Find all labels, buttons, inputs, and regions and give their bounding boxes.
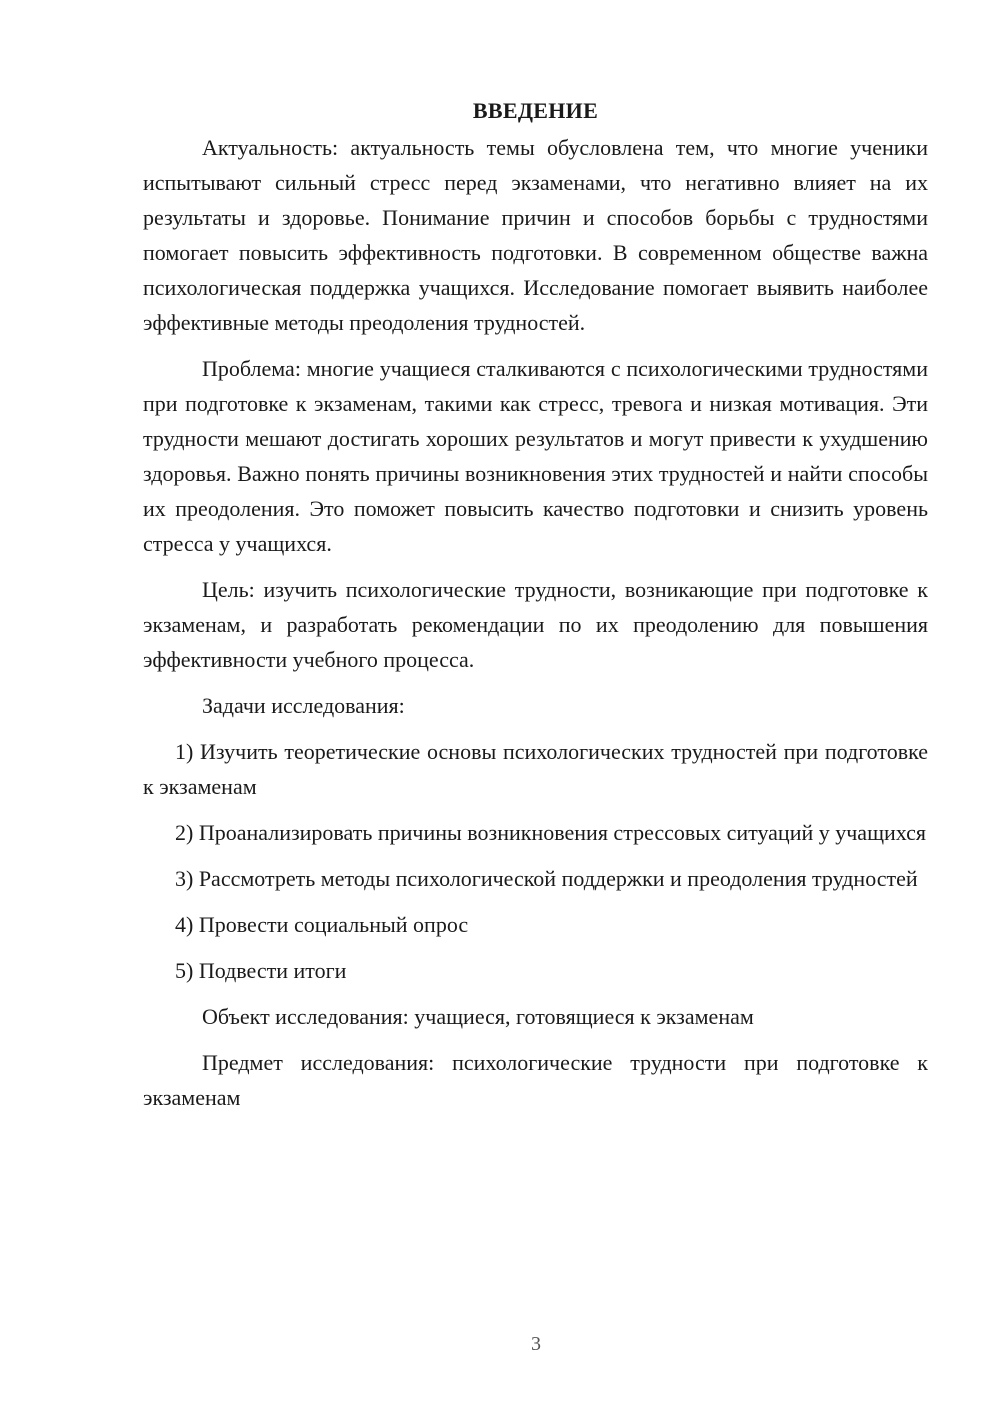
page-content (143, 96, 928, 1126)
paragraph-relevance: Актуальность: актуальность темы обусловлена тем, что многие ученики испытывают сильный стресс перед экзаменами, что негативно влияет на их результаты и здоровье. Понимание причин и способов борьбы с трудностями помогает повысить эффективность подготовки. В современном обществе важна психологическая поддержка учащихся. Исследование помогает выявить наиболее эффективные методы преодоления трудностей. (143, 135, 928, 335)
tasks-heading: Задачи исследования: (202, 693, 405, 718)
document-title: ВВЕДЕНИЕ (472, 98, 599, 123)
research-object: Объект исследования: учащиеся, готовящиеся к экзаменам (202, 1004, 754, 1029)
task-item-3: 3) Рассмотреть методы психологической поддержки и преодоления трудностей (175, 866, 918, 891)
task-item-4: 4) Провести социальный опрос (175, 912, 469, 937)
task-item-5: 5) Подвести итоги (175, 958, 347, 983)
task-item-1: 1) Изучить теоретические основы психологических трудностей при подготовке к экзаменам (143, 739, 928, 799)
paragraph-problem: Проблема: многие учащиеся сталкиваются с психологическими трудностями при подготовке к экзаменам, такими как стресс, тревога и низкая мотивация. Эти трудности мешают достигать хороших результатов и могут привести к ухудшению здоровья. Важно понять причины возникновения этих трудностей и найти способы их преодоления. Это поможет повысить качество подготовки и снизить уровень стресса у учащихся. (143, 356, 928, 556)
page-number: 3 (531, 1333, 541, 1355)
task-item-2: 2) Проанализировать причины возникновения стрессовых ситуаций у учащихся (175, 820, 927, 845)
paragraph-goal: Цель: изучить психологические трудности, возникающие при подготовке к экзаменам, и разработать рекомендации по их преодолению для повышения эффективности учебного процесса. (143, 577, 928, 672)
research-subject: Предмет исследования: психологические трудности при подготовке к экзаменам (143, 1050, 928, 1110)
